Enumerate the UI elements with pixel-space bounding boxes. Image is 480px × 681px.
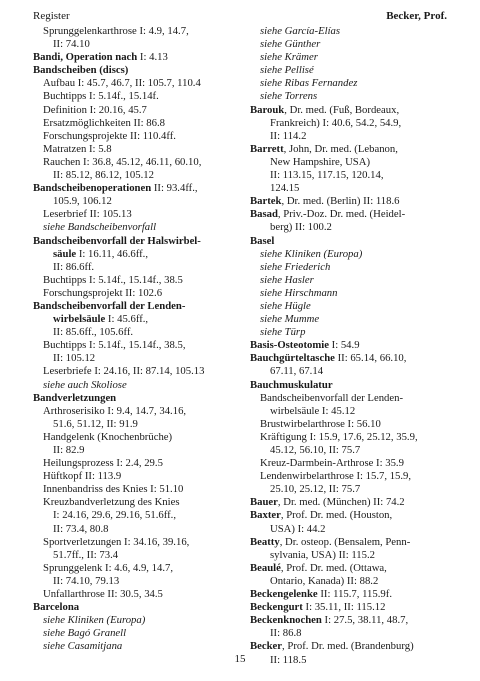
index-entry-term: siehe Casamitjana [43,640,123,653]
index-entry-refs: , John, Dr. med. (Lebanon, [283,142,398,155]
index-entry-refs: , Dr. osteop. (Bensalem, Penn- [279,535,411,548]
index-entry [250,431,455,444]
index-entry [33,575,245,588]
index-entry-term: Hüftkopf II: 113.9 [43,470,122,483]
index-entry-term: Baxter [250,509,281,522]
index-entry [250,536,455,549]
index-entry [33,25,245,38]
running-header-left: Register [33,10,70,22]
index-entry-term: II: 74.10 [53,38,90,51]
index-entry [250,588,455,601]
index-entry [33,431,245,444]
index-entry-term: siehe Kliniken (Europa) [43,614,146,627]
index-entry-refs: I: 54.9 [328,339,360,352]
index-entry [33,352,245,365]
index-entry-term: II: 82.9 [53,444,85,456]
index-entry [250,195,455,208]
index-entry-term: II: 85.6ff., 105.6ff. [53,326,134,339]
index-entry [33,104,245,117]
index-entry-term: siehe Krämer [260,51,318,64]
index-entry-term: siehe auch Skoliose [43,378,127,391]
index-entry-term: Innenbandriss des Knies I: 51.10 [43,483,184,496]
index-entry-refs: I: 16.11, 46.6ff., [76,247,149,260]
index-entry-term: II: 86.6ff. [53,260,95,273]
index-entry [33,627,245,640]
page-number: 15 [234,653,246,665]
index-entry-term: 25.10, 25.12, II: 75.7 [270,483,361,496]
index-entry [250,509,455,522]
index-entry [250,235,455,248]
index-entry-term: siehe Kliniken (Europa) [260,247,363,260]
index-entry [250,208,455,221]
index-entry [250,483,455,496]
index-entry-term: 124.15 [270,182,300,195]
index-entry-term: II: 114.2 [270,129,307,142]
index-entry-term: Basis-Osteotomie [250,339,329,352]
index-entry-term: 51.6, 51.12, II: 91.9 [53,417,138,430]
index-entry [250,221,455,234]
index-entry-refs: , Dr. med. (München) II: 74.2 [277,496,405,509]
index-entry-term: Beatty [250,535,280,548]
index-entry [33,169,245,182]
index-entry-term: Heilungsprozess I: 2.4, 29.5 [43,457,163,470]
index-entry-term: New Hampshire, USA) [270,155,371,168]
index-entry-term: Lendenwirbelarthrose I: 15.7, 15.9, [260,470,412,483]
index-entry [250,104,455,117]
index-entry [33,130,245,143]
index-entry [33,379,245,392]
index-entry [250,405,455,418]
index-entry [250,64,455,77]
index-entry-term: Sprunggelenk I: 4.6, 4.9, 14.7, [43,561,174,574]
index-entry-term: II: 118.5 [270,653,307,666]
index-entry [33,588,245,601]
index-entry [33,287,245,300]
index-entry [33,470,245,483]
index-entry [250,392,455,405]
index-entry [33,457,245,470]
index-entry [250,418,455,431]
index-entry-term: siehe Friederich [260,260,331,273]
index-entry-term: Buchtipps I: 5.14f., 15.14f., 38.5 [43,273,183,286]
index-entry-term: Beckenknochen [250,614,322,627]
index-entry [250,496,455,509]
index-entry [250,300,455,313]
index-entry [250,523,455,536]
index-entry-term: wirbelsäule I: 45.12 [270,404,356,417]
index-entry [33,235,245,248]
index-entry-term: siehe Türp [260,326,306,339]
index-entry [33,208,245,221]
index-entry [250,51,455,64]
index-entry-term: Rauchen I: 36.8, 45.12, 46.11, 60.10, [43,155,202,168]
index-entry-term: Sprunggelenkarthrose I: 4.9, 14.7, [43,25,189,37]
index-entry [33,523,245,536]
index-entry [250,248,455,261]
index-column-left [33,25,245,654]
index-entry-refs: II: 65.14, 66.10, [334,352,407,365]
index-entry-term: siehe Pellisé [260,64,314,77]
index-entry [250,25,455,38]
index-entry [33,562,245,575]
index-entry-term: siehe Hasler [260,273,314,286]
index-entry [250,614,455,627]
index-entry-term: II: 113.15, 117.15, 120.14, [270,169,384,182]
index-entry-term: Aufbau I: 45.7, 46.7, II: 105.7, 110.4 [43,77,201,90]
index-entry-term: sylvania, USA) II: 115.2 [270,548,375,561]
index-entry [33,313,245,326]
index-entry-term: Bandscheibenvorfall der Lenden- [260,391,404,404]
index-entry-refs: II: 115.7, 115.9f. [317,588,392,601]
index-entry [250,640,455,653]
index-entry [33,601,245,614]
index-entry-term: Unfallarthrose II: 30.5, 34.5 [43,588,163,601]
index-entry-term: Becker [250,640,283,653]
index-entry [33,143,245,156]
index-entry-refs: I: 45.6ff., [105,313,149,326]
index-entry [33,51,245,64]
index-entry-term: Brustwirbelarthrose I: 56.10 [260,417,381,430]
index-entry-term: 51.7ff., II: 73.4 [53,548,119,561]
index-entry-term: Bauchmuskulatur [250,378,333,391]
index-entry [33,300,245,313]
index-entry-refs: , Priv.-Doz. Dr. med. (Heidel- [277,208,406,221]
index-entry-term: Leserbrief II: 105.13 [43,208,132,221]
index-entry [250,182,455,195]
index-entry [33,392,245,405]
index-entry-term: Buchtipps I: 5.14f., 15.14f., 38.5, [43,339,186,352]
index-entry [250,352,455,365]
index-entry [33,365,245,378]
index-entry-term: Matratzen I: 5.8 [43,142,112,155]
index-entry-term: Barcelona [33,601,80,614]
index-entry [33,117,245,130]
index-entry [250,90,455,103]
index-entry-term: siehe Bagó Granell [43,627,127,640]
index-entry [250,339,455,352]
index-entry [250,117,455,130]
index-entry-term: Sportverletzungen I: 34.16, 39.16, [43,535,190,548]
index-entry [250,143,455,156]
index-entry [33,221,245,234]
index-entry-term: Bandscheibenvorfall der Halswirbel- [33,234,201,247]
index-entry-term: Bauchgürteltasche [250,352,335,365]
index-entry [250,627,455,640]
index-entry-term: Handgelenk (Knochenbrüche) [43,430,173,443]
index-entry-term: siehe Hirschmann [260,286,338,299]
index-entry [33,614,245,627]
index-entry-refs: , Dr. med. (Fuß, Bordeaux, [284,103,400,116]
index-entry [33,64,245,77]
index-entry [250,169,455,182]
index-entry-term: II: 74.10, 79.13 [53,574,120,587]
index-entry-term: Basad [250,208,278,221]
index-entry [250,379,455,392]
index-entry-term: II: 105.12 [53,352,96,365]
index-entry [33,444,245,457]
index-entry-term: siehe Bandscheibenvorfall [43,221,157,234]
index-entry-term: Beckengurt [250,601,303,614]
index-entry [250,287,455,300]
index-entry-term: Beaulé [250,561,281,574]
index-entry [250,470,455,483]
index-entry-refs: I: 4.13 [137,51,168,64]
index-entry [33,38,245,51]
index-entry [250,38,455,51]
index-entry [33,77,245,90]
index-entry [33,405,245,418]
index-entry-term: säule [53,247,77,260]
index-entry-term: Frankreich) I: 40.6, 54.2, 54.9, [270,116,402,129]
index-entry [250,562,455,575]
index-entry [33,182,245,195]
index-entry-term: siehe García-Elías [260,25,341,37]
index-entry [33,261,245,274]
index-entry [33,274,245,287]
index-entry-term: Bandverletzungen [33,391,117,404]
index-entry [250,575,455,588]
index-entry-term: Kräftigung I: 15.9, 17.6, 25.12, 35.9, [260,430,418,443]
index-entry [250,130,455,143]
index-entry-term: Arthroserisiko I: 9.4, 14.7, 34.16, [43,404,187,417]
index-entry [33,509,245,522]
index-entry-term: Bartek [250,195,282,208]
index-entry-term: I: 24.16, 29.6, 29.16, 51.6ff., [53,509,176,522]
index-entry-refs: I: 35.11, II: 115.12 [302,601,386,614]
index-entry [33,549,245,562]
index-entry-term: Bandi, Operation nach [33,51,138,64]
index-entry-term: 67.11, 67.14 [270,365,324,378]
index-entry-term: berg) II: 100.2 [270,221,332,234]
index-entry-term: siehe Günther [260,38,321,51]
index-entry-refs: , Prof. Dr. med. (Brandenburg) [282,640,414,653]
index-entry [33,496,245,509]
index-entry-term: Definition I: 20.16, 45.7 [43,103,147,116]
index-entry-term: Forschungsprojekt II: 102.6 [43,286,163,299]
index-entry-term: Kreuz-Darmbein-Arthrose I: 35.9 [260,457,404,470]
index-entry-refs: , Prof. Dr. med. (Ottawa, [280,561,387,574]
index-entry [250,274,455,287]
index-entry-term: Bauer [250,496,278,509]
index-entry-term: Bandscheiben (discs) [33,64,129,77]
index-entry [33,156,245,169]
index-entry-term: II: 86.8 [270,627,302,640]
index-entry [33,418,245,431]
index-entry-term: Leserbriefe I: 24.16, II: 87.14, 105.13 [43,365,205,378]
running-header-right: Becker, Prof. [386,10,447,22]
index-entry-term: Ontario, Kanada) II: 88.2 [270,574,379,587]
index-entry-refs: , Dr. med. (Berlin) II: 118.6 [281,195,400,208]
index-entry-term: siehe Hügle [260,299,311,312]
index-entry-term: Beckengelenke [250,588,318,601]
index-entry [33,326,245,339]
index-entry [250,326,455,339]
index-entry-term: USA) I: 44.2 [270,522,326,535]
index-entry-term: siehe Torrens [260,90,318,103]
index-entry-term: Kreuzbandverletzung des Knies [43,496,180,509]
index-entry-term: Ersatzmöglichkeiten II: 86.8 [43,116,165,129]
index-entry-refs: I: 27.5, 38.11, 48.7, [321,614,409,627]
index-entry [33,483,245,496]
index-entry [250,77,455,90]
index-entry-term: Bandscheibenoperationen [33,182,152,195]
index-entry [250,365,455,378]
index-entry [250,601,455,614]
index-entry-refs: , Prof. Dr. med. (Houston, [280,509,393,522]
index-entry-term: II: 85.12, 86.12, 105.12 [53,169,154,182]
index-entry-term: Forschungsprojekte II: 110.4ff. [43,129,176,142]
index-entry [250,156,455,169]
index-entry-term: 105.9, 106.12 [53,195,112,208]
index-entry [250,457,455,470]
index-entry [250,444,455,457]
index-entry-term: Buchtipps I: 5.14f., 15.14f. [43,90,159,103]
index-entry [33,195,245,208]
index-entry-term: siehe Ribas Fernandez [260,77,358,90]
index-entry-term: Basel [250,234,275,247]
index-entry-term: Barrett [250,142,284,155]
index-entry-refs: II: 93.4ff., [151,182,198,195]
index-entry [33,536,245,549]
index-entry [33,339,245,352]
index-column-right [250,25,455,667]
index-entry [33,248,245,261]
index-entry [250,261,455,274]
index-entry-term: 45.12, 56.10, II: 75.7 [270,444,361,456]
index-entry [250,313,455,326]
index-entry-term: Barouk [250,103,285,116]
index-entry-term: siehe Mumme [260,313,320,326]
index-entry-term: Bandscheibenvorfall der Lenden- [33,299,186,312]
index-entry [33,640,245,653]
index-entry [250,549,455,562]
index-entry-term: II: 73.4, 80.8 [53,522,109,535]
index-entry [33,90,245,103]
index-entry-term: wirbelsäule [53,313,106,326]
